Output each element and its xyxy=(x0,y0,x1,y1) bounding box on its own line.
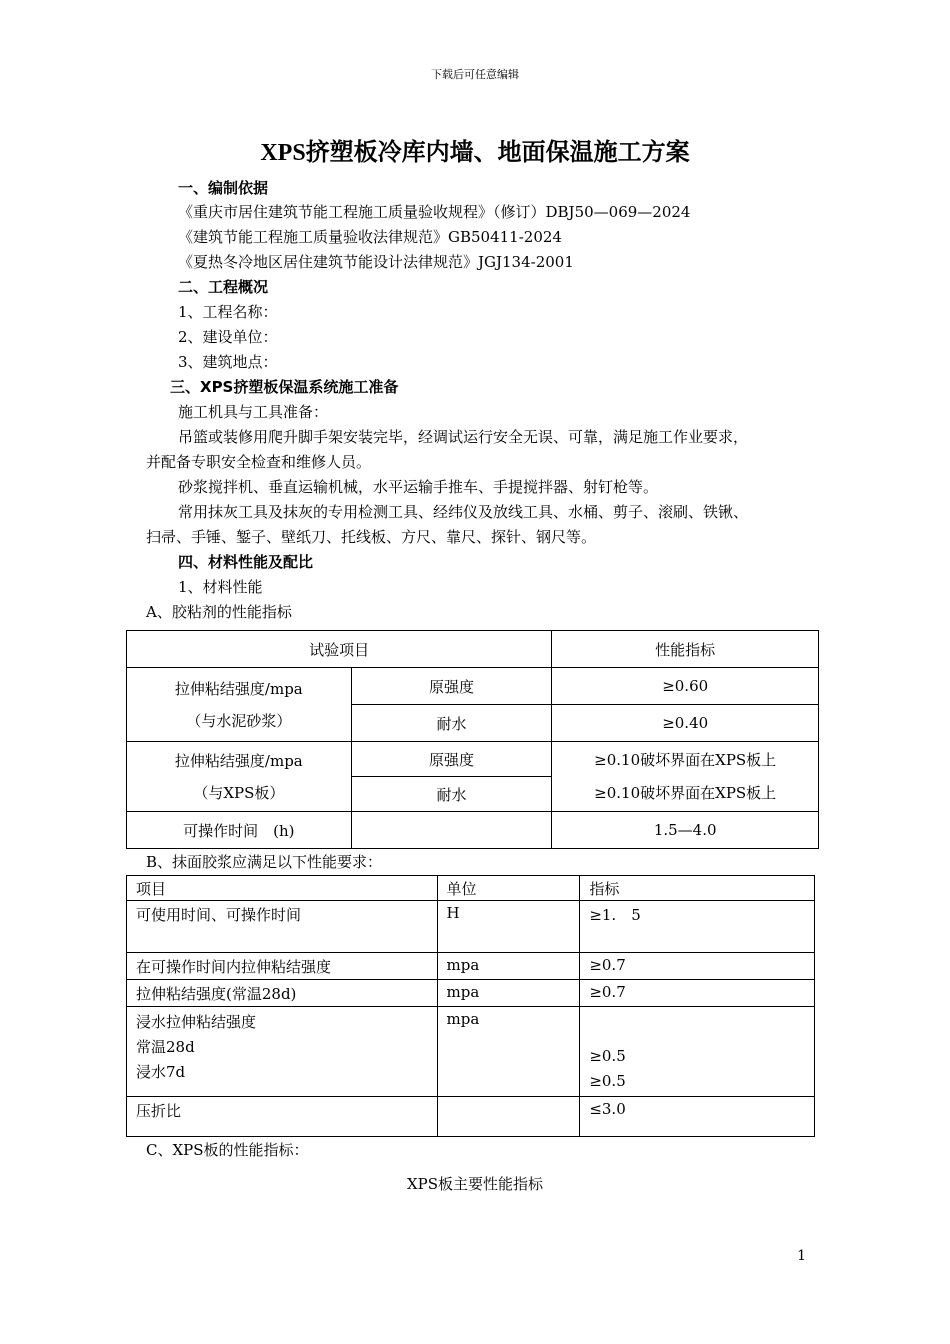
cell-text: （与水泥砂浆） xyxy=(186,711,292,730)
table-header-cell: 性能指标 xyxy=(552,631,819,668)
table-cell xyxy=(127,1007,438,1097)
table-header-row xyxy=(127,631,819,668)
table-header-cell: 项目 xyxy=(127,876,438,901)
paragraph: 常用抹灰工具及抹灰的专用检测工具、经纬仪及放线工具、水桶、剪子、滚刷、铁锹、 xyxy=(178,503,749,521)
cell-text: ≥0.10破坏界面在XPS板上 xyxy=(594,750,777,769)
table-cell: mpa xyxy=(437,1007,580,1097)
table-cell: 在可操作时间内拉伸粘结强度 xyxy=(127,953,438,980)
table-row xyxy=(127,980,815,1007)
table-a-caption: A、胶粘剂的性能指标 xyxy=(146,603,292,621)
table-cell: ≥1. 5 xyxy=(580,901,815,953)
table-cell: mpa xyxy=(437,980,580,1007)
cell-text: 常温28d xyxy=(136,1038,195,1056)
paragraph: 施工机具与工具准备： xyxy=(178,403,329,421)
table-row xyxy=(127,901,815,953)
document-title: XPS挤塑板冷库内墙、地面保温施工方案 xyxy=(260,140,690,166)
subsection-heading: 1、材料性能 xyxy=(178,578,263,596)
cell-text: ≥0.5 xyxy=(589,1047,626,1065)
render-mortar-table xyxy=(126,875,815,1137)
section-3-heading: 三、XPS挤塑板保温系统施工准备 xyxy=(170,378,399,396)
table-cell: 耐水 xyxy=(351,705,552,742)
cell-text: ≥0.10破坏界面在XPS板上 xyxy=(594,783,777,802)
reference-item: 《建筑节能工程施工质量验收法律规范》GB50411-2024 xyxy=(178,228,562,246)
section-4-heading: 四、材料性能及配比 xyxy=(178,553,314,571)
table-cell: 耐水 xyxy=(351,777,552,812)
table-cell: mpa xyxy=(437,953,580,980)
table-b-caption: B、抹面胶浆应满足以下性能要求： xyxy=(146,853,383,871)
overview-item: 3、建筑地点： xyxy=(178,353,278,371)
table-cell: ≥0.60 xyxy=(552,668,819,705)
table-cell xyxy=(351,812,552,849)
table-cell: ≥0.7 xyxy=(580,980,815,1007)
table-header-row xyxy=(127,876,815,901)
overview-item: 1、工程名称： xyxy=(178,303,278,321)
table-c-title: XPS板主要性能指标 xyxy=(406,1175,544,1193)
reference-item: 《夏热冬冷地区居住建筑节能设计法律规范》JGJ134-2001 xyxy=(178,253,574,271)
section-2-heading: 二、工程概况 xyxy=(178,278,269,296)
table-header-cell: 试验项目 xyxy=(127,631,552,668)
table-cell: 原强度 xyxy=(351,742,552,777)
section-1-heading: 一、编制依据 xyxy=(178,179,269,197)
table-header-cell: 指标 xyxy=(580,876,815,901)
page-header: 下载后可任意编辑 xyxy=(431,68,519,81)
reference-item: 《重庆市居住建筑节能工程施工质量验收规程》（修订）DBJ50—069—2024 xyxy=(178,203,691,221)
paragraph: 吊篮或装修用爬升脚手架安装完毕，经调试运行安全无误、可靠，满足施工作业要求， xyxy=(178,428,749,446)
table-cell xyxy=(127,668,352,742)
table-cell: 原强度 xyxy=(351,668,552,705)
table-cell xyxy=(437,1097,580,1137)
table-cell: ≤3.0 xyxy=(580,1097,815,1137)
table-cell: 拉伸粘结强度(常温28d) xyxy=(127,980,438,1007)
table-cell: ≥0.40 xyxy=(552,705,819,742)
adhesive-performance-table xyxy=(126,630,819,849)
cell-text: 拉伸粘结强度/mpa xyxy=(174,679,303,698)
cell-text: 拉伸粘结强度/mpa xyxy=(174,751,303,770)
table-row xyxy=(127,668,819,705)
table-cell xyxy=(580,1007,815,1097)
table-cell: 压折比 xyxy=(127,1097,438,1137)
table-row xyxy=(127,742,819,777)
cell-text: （与XPS板） xyxy=(193,783,285,802)
table-row xyxy=(127,1097,815,1137)
page-number: 1 xyxy=(797,1248,806,1264)
overview-item: 2、建设单位： xyxy=(178,328,278,346)
table-cell: 1.5—4.0 xyxy=(552,812,819,849)
table-cell: H xyxy=(437,901,580,953)
paragraph: 并配备专职安全检查和维修人员。 xyxy=(146,453,372,471)
table-row xyxy=(127,1007,815,1097)
table-c-caption: C、XPS板的性能指标： xyxy=(146,1141,309,1159)
cell-text: 浸水拉伸粘结强度 xyxy=(136,1013,257,1031)
table-cell xyxy=(552,742,819,812)
table-row xyxy=(127,812,819,849)
table-cell: ≥0.7 xyxy=(580,953,815,980)
table-cell xyxy=(127,742,352,812)
table-row xyxy=(127,953,815,980)
table-header-cell: 单位 xyxy=(437,876,580,901)
table-cell: 可使用时间、可操作时间 xyxy=(127,901,438,953)
cell-text: ≥0.5 xyxy=(589,1072,626,1090)
table-cell: 可操作时间 (h) xyxy=(127,812,352,849)
paragraph: 扫帚、手锤、錾子、壁纸刀、托线板、方尺、靠尺、探针、钢尺等。 xyxy=(146,528,597,546)
paragraph: 砂浆搅拌机、垂直运输机械，水平运输手推车、手提搅拌器、射钉枪等。 xyxy=(178,478,659,496)
cell-text: 浸水7d xyxy=(136,1063,186,1081)
